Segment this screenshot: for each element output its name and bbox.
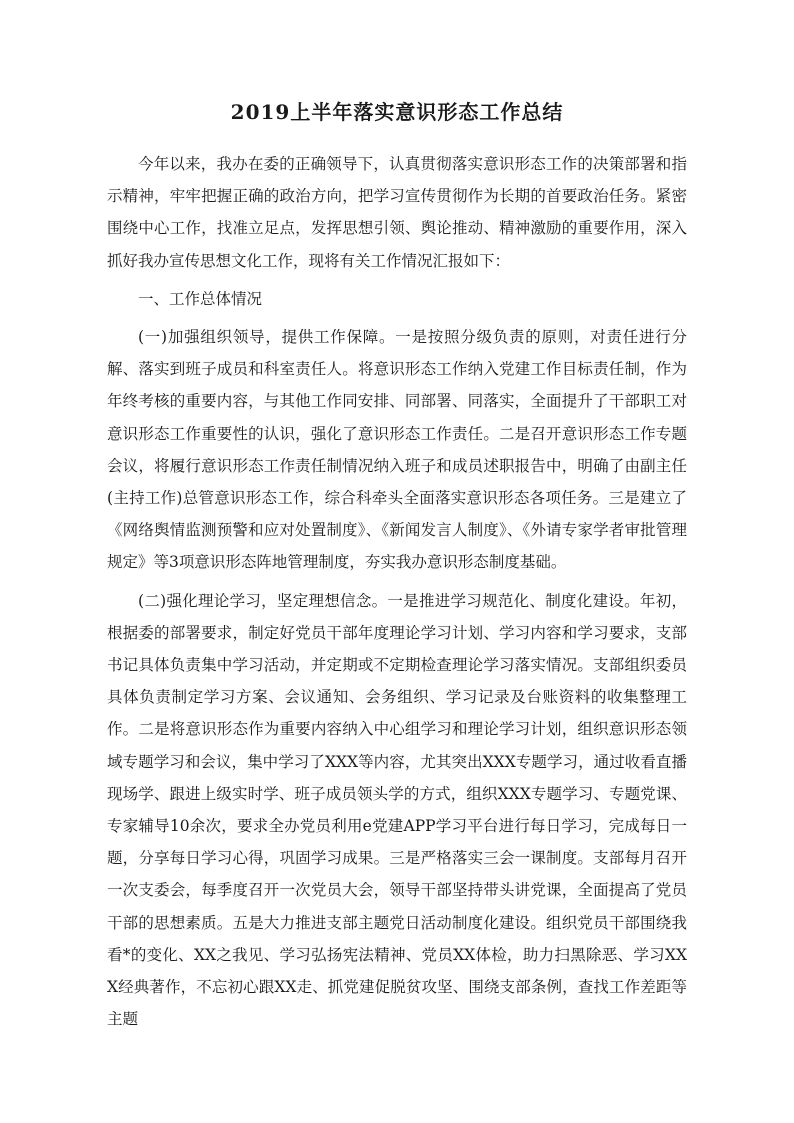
section-heading: 一、工作总体情况 <box>138 289 263 308</box>
document-body <box>107 148 687 1035</box>
intro-paragraph: 今年以来，我办在委的正确领导下，认真贯彻落实意识形态工作的决策部署和指示精神，牢牢把握正确的政治方向，把学习宣传贯彻作为长期的首要政治任务。紧密围绕中心工作，找准立足点，发挥思想引领、舆论推动、精神激励的重要作用，深入抓好我办宣传思想文化工作，现将有关工作情况汇报如下： <box>107 155 687 270</box>
document-title: 2019上半年落实意识形态工作总结 <box>230 100 564 124</box>
paragraph-organization: (一)加强组织领导，提供工作保障。一是按照分级负责的原则，对责任进行分解、落实到班子成员和科室责任人。将意识形态工作纳入党建工作目标责任制，作为年终考核的重要内容，与其他工作同安排、同部署、同落实，全面提升了干部职工对意识形态工作重要性的认识，强化了意识形态工作责任。二是召开意识形态工作专题会议，将履行意识形态工作责任制情况纳入班子和成员述职报告中，明确了由副主任(主持工作)总管意识形态工作，综合科牵头全面落实意识形态各项任务。三是建立了《网络舆情监测预警和应对处置制度》、《新闻发言人制度》、《外请专家学者审批管理规定》等3项意识形态阵地管理制度，夯实我办意识形态制度基础。 <box>107 328 687 572</box>
paragraph-theory-study: (二)强化理论学习，坚定理想信念。一是推进学习规范化、制度化建设。年初，根据委的部署要求，制定好党员干部年度理论学习计划、学习内容和学习要求，支部书记具体负责集中学习活动，并定期或不定期检查理论学习落实情况。支部组织委员具体负责制定学习方案、会议通知、会务组织、学习记录及台账资料的收集整理工作。二是将意识形态作为重要内容纳入中心组学习和理论学习计划，组织意识形态领域专题学习和会议，集中学习了XXX等内容，尤其突出XXX专题学习，通过收看直播现场学、跟进上级实时学、班子成员领头学的方式，组织XXX专题学习、专题党课、专家辅导10余次，要求全办党员利用e党建APP学习平台进行每日学习，完成每日一题，分享每日学习心得，巩固学习成果。三是严格落实三会一课制度。支部每月召开一次支委会，每季度召开一次党员大会，领导干部坚持带头讲党课，全面提高了党员干部的思想素质。五是大力推进支部主题党日活动制度化建设。组织党员干部围绕我看*的变化、XX之我见、学习弘扬宪法精神、党员XX体检，助力扫黑除恶、学习XXX经典著作，不忘初心跟XX走、抓党建促脱贫攻坚、围绕支部条例，查找工作差距等主题 <box>107 591 687 1029</box>
